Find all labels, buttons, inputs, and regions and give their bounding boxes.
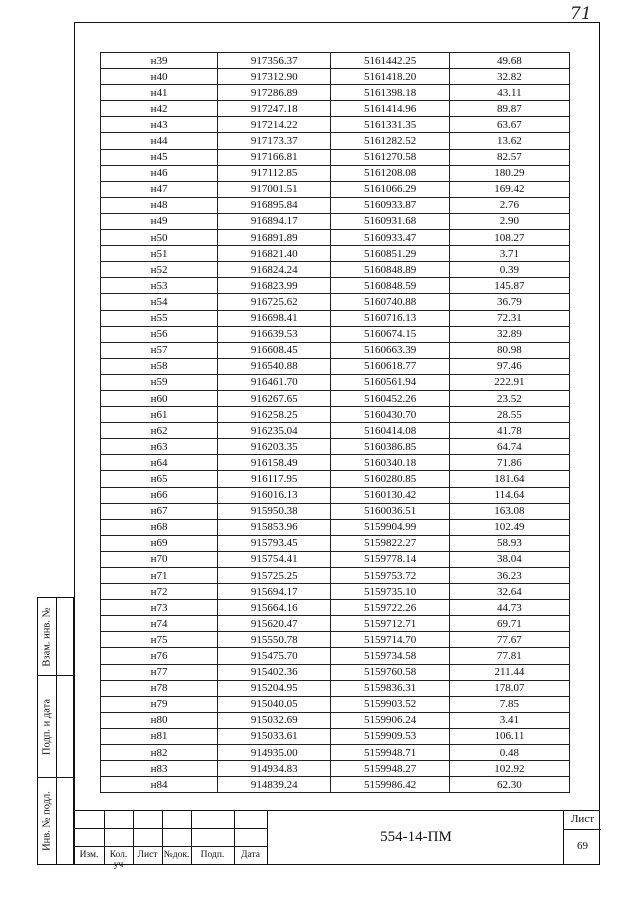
y-coordinate-cell: 5159712.71 xyxy=(331,616,449,632)
x-coordinate-cell: 916540.88 xyxy=(218,358,331,374)
y-coordinate-cell: 5161414.96 xyxy=(331,101,449,117)
title-block-revision-grid xyxy=(74,810,267,870)
x-coordinate-cell: 915694.17 xyxy=(218,584,331,600)
x-coordinate-cell: 916258.25 xyxy=(218,407,331,423)
distance-cell: 7.85 xyxy=(449,696,569,712)
point-id-cell: н40 xyxy=(101,69,218,85)
table-row xyxy=(101,648,570,664)
point-id-cell: н42 xyxy=(101,101,218,117)
x-coordinate-cell: 917356.37 xyxy=(218,53,331,69)
y-coordinate-cell: 5159906.24 xyxy=(331,712,449,728)
table-row xyxy=(101,519,570,535)
point-id-cell: н59 xyxy=(101,374,218,390)
distance-cell: 2.90 xyxy=(449,213,569,229)
distance-cell: 2.76 xyxy=(449,197,569,213)
table-row xyxy=(101,696,570,712)
sheet-number: 69 xyxy=(577,840,588,852)
y-coordinate-cell: 5161398.18 xyxy=(331,85,449,101)
distance-cell: 63.67 xyxy=(449,117,569,133)
x-coordinate-cell: 917312.90 xyxy=(218,69,331,85)
y-coordinate-cell: 5159948.27 xyxy=(331,761,449,777)
table-row xyxy=(101,117,570,133)
label-podp: Подп. xyxy=(200,850,225,860)
x-coordinate-cell: 916698.41 xyxy=(218,310,331,326)
distance-cell: 41.78 xyxy=(449,423,569,439)
distance-cell: 80.98 xyxy=(449,342,569,358)
point-id-cell: н77 xyxy=(101,664,218,680)
distance-cell: 32.64 xyxy=(449,584,569,600)
x-coordinate-cell: 916117.95 xyxy=(218,471,331,487)
x-coordinate-cell: 914934.83 xyxy=(218,761,331,777)
table-row xyxy=(101,278,570,294)
point-id-cell: н80 xyxy=(101,712,218,728)
sidebar-label-podp-data: Подп. и дата xyxy=(41,698,53,755)
table-row xyxy=(101,568,570,584)
table-row xyxy=(101,262,570,278)
point-id-cell: н49 xyxy=(101,213,218,229)
y-coordinate-cell: 5160674.15 xyxy=(331,326,449,342)
y-coordinate-cell: 5159714.70 xyxy=(331,632,449,648)
point-id-cell: н83 xyxy=(101,761,218,777)
x-coordinate-cell: 916725.62 xyxy=(218,294,331,310)
document-number: 554-14-ПМ xyxy=(267,810,564,865)
point-id-cell: н43 xyxy=(101,117,218,133)
y-coordinate-cell: 5161418.20 xyxy=(331,69,449,85)
y-coordinate-cell: 5159822.27 xyxy=(331,535,449,551)
distance-cell: 0.39 xyxy=(449,262,569,278)
sidebar-divider xyxy=(56,778,57,864)
distance-cell: 58.93 xyxy=(449,535,569,551)
point-id-cell: н54 xyxy=(101,294,218,310)
x-coordinate-cell: 916824.24 xyxy=(218,262,331,278)
y-coordinate-cell: 5160452.26 xyxy=(331,390,449,406)
distance-cell: 44.73 xyxy=(449,600,569,616)
x-coordinate-cell: 915853.96 xyxy=(218,519,331,535)
table-row xyxy=(101,342,570,358)
label-ndok: №док. xyxy=(163,850,190,860)
sidebar-cell-inv xyxy=(38,778,73,864)
table-row xyxy=(101,439,570,455)
point-id-cell: н66 xyxy=(101,487,218,503)
distance-cell: 82.57 xyxy=(449,149,569,165)
table-row xyxy=(101,246,570,262)
x-coordinate-cell: 915620.47 xyxy=(218,616,331,632)
distance-cell: 32.82 xyxy=(449,69,569,85)
table-row xyxy=(101,149,570,165)
y-coordinate-cell: 5160933.87 xyxy=(331,197,449,213)
label-list: Лист xyxy=(137,850,158,860)
x-coordinate-cell: 915664.16 xyxy=(218,600,331,616)
table-row xyxy=(101,487,570,503)
x-coordinate-cell: 915033.61 xyxy=(218,728,331,744)
x-coordinate-cell: 917214.22 xyxy=(218,117,331,133)
y-coordinate-cell: 5160848.89 xyxy=(331,262,449,278)
x-coordinate-cell: 917173.37 xyxy=(218,133,331,149)
distance-cell: 49.68 xyxy=(449,53,569,69)
distance-cell: 36.23 xyxy=(449,568,569,584)
x-coordinate-cell: 916016.13 xyxy=(218,487,331,503)
point-id-cell: н64 xyxy=(101,455,218,471)
y-coordinate-cell: 5161270.58 xyxy=(331,149,449,165)
sidebar-cell-podp xyxy=(38,676,73,778)
table-row xyxy=(101,664,570,680)
y-coordinate-cell: 5160036.51 xyxy=(331,503,449,519)
point-id-cell: н56 xyxy=(101,326,218,342)
y-coordinate-cell: 5160740.88 xyxy=(331,294,449,310)
y-coordinate-cell: 5160663.39 xyxy=(331,342,449,358)
coordinates-table-body xyxy=(101,53,570,793)
table-row xyxy=(101,310,570,326)
table-row xyxy=(101,326,570,342)
x-coordinate-cell: 916821.40 xyxy=(218,246,331,262)
distance-cell: 23.52 xyxy=(449,390,569,406)
table-row xyxy=(101,777,570,793)
table-row xyxy=(101,455,570,471)
x-coordinate-cell: 915550.78 xyxy=(218,632,331,648)
point-id-cell: н57 xyxy=(101,342,218,358)
point-id-cell: н72 xyxy=(101,584,218,600)
x-coordinate-cell: 914935.00 xyxy=(218,745,331,761)
y-coordinate-cell: 5160386.85 xyxy=(331,439,449,455)
y-coordinate-cell: 5160933.47 xyxy=(331,230,449,246)
point-id-cell: н61 xyxy=(101,407,218,423)
y-coordinate-cell: 5160931.68 xyxy=(331,213,449,229)
sidebar-cell-vzam xyxy=(38,598,73,676)
distance-cell: 181.64 xyxy=(449,471,569,487)
x-coordinate-cell: 916823.99 xyxy=(218,278,331,294)
y-coordinate-cell: 5159753.72 xyxy=(331,568,449,584)
table-row xyxy=(101,712,570,728)
y-coordinate-cell: 5160340.18 xyxy=(331,455,449,471)
table-row xyxy=(101,503,570,519)
y-coordinate-cell: 5160130.42 xyxy=(331,487,449,503)
distance-cell: 3.71 xyxy=(449,246,569,262)
x-coordinate-cell: 916235.04 xyxy=(218,423,331,439)
point-id-cell: н78 xyxy=(101,680,218,696)
point-id-cell: н81 xyxy=(101,728,218,744)
y-coordinate-cell: 5159778.14 xyxy=(331,551,449,567)
y-coordinate-cell: 5159836.31 xyxy=(331,680,449,696)
table-row xyxy=(101,85,570,101)
x-coordinate-cell: 916894.17 xyxy=(218,213,331,229)
distance-cell: 71.86 xyxy=(449,455,569,471)
table-row xyxy=(101,181,570,197)
point-id-cell: н41 xyxy=(101,85,218,101)
distance-cell: 69.71 xyxy=(449,616,569,632)
table-row xyxy=(101,616,570,632)
y-coordinate-cell: 5161282.52 xyxy=(331,133,449,149)
grid-line xyxy=(74,828,267,829)
x-coordinate-cell: 915754.41 xyxy=(218,551,331,567)
title-block xyxy=(74,810,600,870)
point-id-cell: н82 xyxy=(101,745,218,761)
y-coordinate-cell: 5160280.85 xyxy=(331,471,449,487)
table-row xyxy=(101,423,570,439)
table-row xyxy=(101,471,570,487)
point-id-cell: н71 xyxy=(101,568,218,584)
distance-cell: 180.29 xyxy=(449,165,569,181)
y-coordinate-cell: 5161208.08 xyxy=(331,165,449,181)
table-row xyxy=(101,69,570,85)
coordinates-table xyxy=(100,52,570,793)
y-coordinate-cell: 5159734.58 xyxy=(331,648,449,664)
y-coordinate-cell: 5160618.77 xyxy=(331,358,449,374)
point-id-cell: н55 xyxy=(101,310,218,326)
point-id-cell: н63 xyxy=(101,439,218,455)
distance-cell: 178.07 xyxy=(449,680,569,696)
x-coordinate-cell: 915040.05 xyxy=(218,696,331,712)
table-row xyxy=(101,390,570,406)
x-coordinate-cell: 916608.45 xyxy=(218,342,331,358)
x-coordinate-cell: 915950.38 xyxy=(218,503,331,519)
x-coordinate-cell: 915402.36 xyxy=(218,664,331,680)
distance-cell: 64.74 xyxy=(449,439,569,455)
distance-cell: 102.49 xyxy=(449,519,569,535)
x-coordinate-cell: 915032.69 xyxy=(218,712,331,728)
distance-cell: 169.42 xyxy=(449,181,569,197)
distance-cell: 114.64 xyxy=(449,487,569,503)
x-coordinate-cell: 917286.89 xyxy=(218,85,331,101)
y-coordinate-cell: 5160716.13 xyxy=(331,310,449,326)
y-coordinate-cell: 5159948.71 xyxy=(331,745,449,761)
point-id-cell: н44 xyxy=(101,133,218,149)
label-data: Дата xyxy=(241,850,260,860)
sidebar-label-vzam-inv: Взам. инв. № xyxy=(41,606,53,667)
table-row xyxy=(101,213,570,229)
distance-cell: 145.87 xyxy=(449,278,569,294)
table-row xyxy=(101,584,570,600)
point-id-cell: н67 xyxy=(101,503,218,519)
distance-cell: 77.81 xyxy=(449,648,569,664)
x-coordinate-cell: 915475.70 xyxy=(218,648,331,664)
point-id-cell: н51 xyxy=(101,246,218,262)
table-row xyxy=(101,551,570,567)
y-coordinate-cell: 5159760.58 xyxy=(331,664,449,680)
y-coordinate-cell: 5159903.52 xyxy=(331,696,449,712)
distance-cell: 36.79 xyxy=(449,294,569,310)
distance-cell: 163.08 xyxy=(449,503,569,519)
point-id-cell: н74 xyxy=(101,616,218,632)
distance-cell: 3.41 xyxy=(449,712,569,728)
x-coordinate-cell: 915725.25 xyxy=(218,568,331,584)
grid-line xyxy=(74,846,267,847)
table-row xyxy=(101,133,570,149)
table-row xyxy=(101,632,570,648)
sidebar-label-inv-podl: Инв. № подл. xyxy=(41,791,53,851)
x-coordinate-cell: 916895.84 xyxy=(218,197,331,213)
distance-cell: 38.04 xyxy=(449,551,569,567)
x-coordinate-cell: 915204.95 xyxy=(218,680,331,696)
point-id-cell: н62 xyxy=(101,423,218,439)
table-row xyxy=(101,165,570,181)
point-id-cell: н60 xyxy=(101,390,218,406)
distance-cell: 102.92 xyxy=(449,761,569,777)
x-coordinate-cell: 917112.85 xyxy=(218,165,331,181)
distance-cell: 0.48 xyxy=(449,745,569,761)
point-id-cell: н68 xyxy=(101,519,218,535)
y-coordinate-cell: 5161331.35 xyxy=(331,117,449,133)
distance-cell: 106.11 xyxy=(449,728,569,744)
distance-cell: 97.46 xyxy=(449,358,569,374)
x-coordinate-cell: 916461.70 xyxy=(218,374,331,390)
handwritten-page-number: 71 xyxy=(570,4,592,24)
distance-cell: 62.30 xyxy=(449,777,569,793)
distance-cell: 77.67 xyxy=(449,632,569,648)
distance-cell: 72.31 xyxy=(449,310,569,326)
y-coordinate-cell: 5159986.42 xyxy=(331,777,449,793)
point-id-cell: н39 xyxy=(101,53,218,69)
label-kol-uch: Кол. уч xyxy=(109,850,128,870)
table-row xyxy=(101,761,570,777)
table-row xyxy=(101,745,570,761)
table-row xyxy=(101,230,570,246)
point-id-cell: н70 xyxy=(101,551,218,567)
table-row xyxy=(101,728,570,744)
y-coordinate-cell: 5159904.99 xyxy=(331,519,449,535)
table-row xyxy=(101,197,570,213)
point-id-cell: н52 xyxy=(101,262,218,278)
point-id-cell: н50 xyxy=(101,230,218,246)
x-coordinate-cell: 916203.35 xyxy=(218,439,331,455)
sheet-box xyxy=(563,810,601,865)
table-row xyxy=(101,294,570,310)
table-row xyxy=(101,680,570,696)
table-row xyxy=(101,53,570,69)
y-coordinate-cell: 5160851.29 xyxy=(331,246,449,262)
y-coordinate-cell: 5161066.29 xyxy=(331,181,449,197)
distance-cell: 28.55 xyxy=(449,407,569,423)
distance-cell: 89.87 xyxy=(449,101,569,117)
y-coordinate-cell: 5160414.08 xyxy=(331,423,449,439)
point-id-cell: н69 xyxy=(101,535,218,551)
x-coordinate-cell: 917001.51 xyxy=(218,181,331,197)
point-id-cell: н73 xyxy=(101,600,218,616)
point-id-cell: н53 xyxy=(101,278,218,294)
distance-cell: 108.27 xyxy=(449,230,569,246)
y-coordinate-cell: 5160561.94 xyxy=(331,374,449,390)
x-coordinate-cell: 917247.18 xyxy=(218,101,331,117)
x-coordinate-cell: 916639.53 xyxy=(218,326,331,342)
x-coordinate-cell: 914839.24 xyxy=(218,777,331,793)
table-row xyxy=(101,358,570,374)
table-row xyxy=(101,101,570,117)
y-coordinate-cell: 5161442.25 xyxy=(331,53,449,69)
x-coordinate-cell: 917166.81 xyxy=(218,149,331,165)
point-id-cell: н48 xyxy=(101,197,218,213)
distance-cell: 13.62 xyxy=(449,133,569,149)
point-id-cell: н84 xyxy=(101,777,218,793)
point-id-cell: н47 xyxy=(101,181,218,197)
y-coordinate-cell: 5160430.70 xyxy=(331,407,449,423)
label-izm: Изм. xyxy=(79,850,99,860)
distance-cell: 222.91 xyxy=(449,374,569,390)
y-coordinate-cell: 5159722.26 xyxy=(331,600,449,616)
point-id-cell: н46 xyxy=(101,165,218,181)
distance-cell: 211.44 xyxy=(449,664,569,680)
y-coordinate-cell: 5160848.59 xyxy=(331,278,449,294)
x-coordinate-cell: 916891.89 xyxy=(218,230,331,246)
point-id-cell: н58 xyxy=(101,358,218,374)
point-id-cell: н79 xyxy=(101,696,218,712)
x-coordinate-cell: 916158.49 xyxy=(218,455,331,471)
sheet-divider xyxy=(564,829,601,830)
sheet-label: Лист xyxy=(570,813,595,825)
point-id-cell: н75 xyxy=(101,632,218,648)
point-id-cell: н76 xyxy=(101,648,218,664)
table-row xyxy=(101,374,570,390)
distance-cell: 43.11 xyxy=(449,85,569,101)
point-id-cell: н45 xyxy=(101,149,218,165)
y-coordinate-cell: 5159735.10 xyxy=(331,584,449,600)
x-coordinate-cell: 916267.65 xyxy=(218,390,331,406)
distance-cell: 32.89 xyxy=(449,326,569,342)
sidebar-divider xyxy=(56,676,57,777)
approval-sidebar xyxy=(37,597,74,865)
table-row xyxy=(101,535,570,551)
x-coordinate-cell: 915793.45 xyxy=(218,535,331,551)
y-coordinate-cell: 5159909.53 xyxy=(331,728,449,744)
table-row xyxy=(101,600,570,616)
sidebar-divider xyxy=(56,598,57,675)
table-row xyxy=(101,407,570,423)
point-id-cell: н65 xyxy=(101,471,218,487)
